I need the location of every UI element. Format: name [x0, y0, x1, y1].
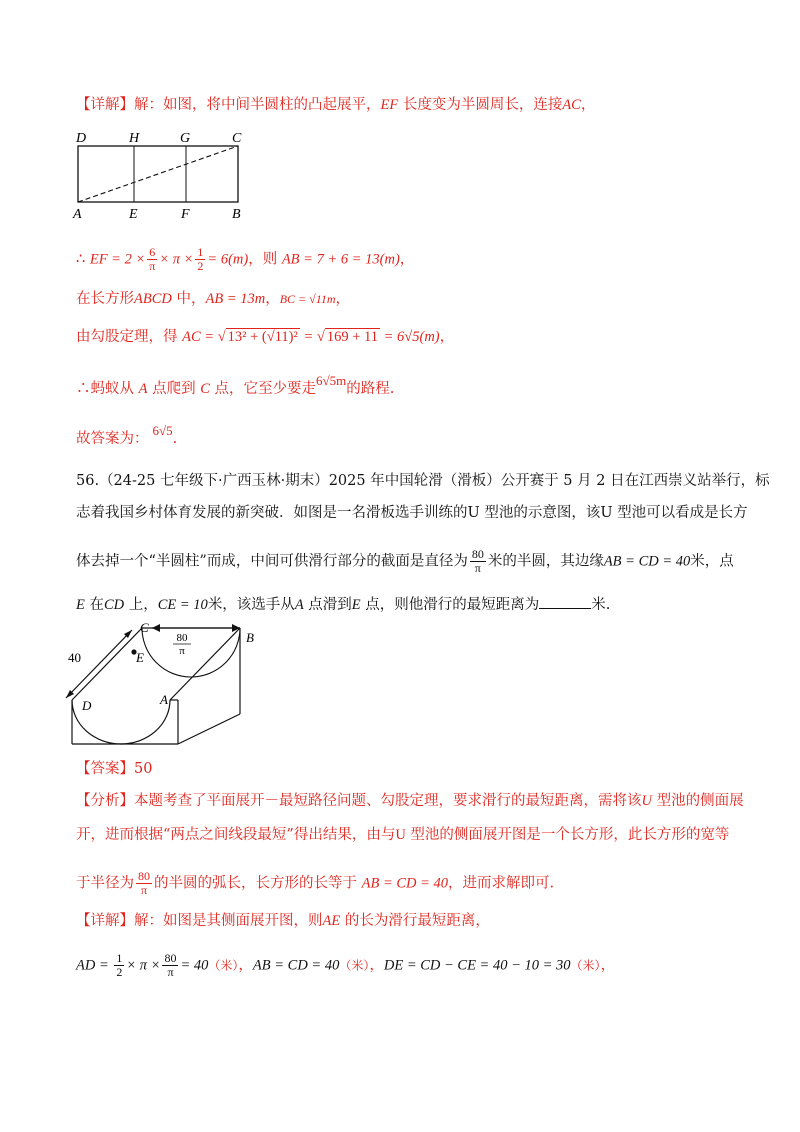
- label-a: A: [73, 207, 82, 222]
- arrowhead-right: [232, 624, 240, 632]
- question56-line1: 56.（24-25 七年级下·广西玉林·期末）2025 年中国轮滑（滑板）公开赛于 5 月 2 日在江西崇义站举行，标: [76, 473, 770, 489]
- label-d: D: [76, 131, 87, 146]
- edge-bottom-right: [178, 714, 240, 744]
- fig-label-40: 40: [68, 650, 81, 665]
- question56-line2: 志着我国乡村体育发展的新突破．如图是一名滑板选手训练的U 型池的示意图，该U 型池可以看成是长方: [76, 505, 748, 521]
- fraction-1-over-2: $\frac{1}{2}$: [197, 245, 204, 273]
- solution2-line2: AD = $\frac{1}{2}$ × π × $\frac{80}{\pi}$ = 40（米），AB = CD = 40（米），DE = CD − CE = 40 − 10 = 30（米），: [76, 951, 616, 979]
- answer-tag: 【答案】: [76, 761, 134, 777]
- label-e: E: [129, 207, 138, 222]
- radical-2: 169 + 11: [326, 329, 379, 345]
- fraction-6-over-pi: $\frac{6}{\pi}$: [149, 245, 156, 273]
- fraction-1-over-2-b: $\frac{1}{2}$: [116, 951, 123, 979]
- fig-label-c: C: [140, 620, 149, 635]
- solution1-line3: 在长方形ABCD 中，AB = 13m，BC = √11m，: [76, 291, 350, 307]
- fig-label-d: D: [82, 698, 92, 713]
- analysis-line1: 【分析】本题考查了平面展开－最短路径问题、勾股定理，要求滑行的最短距离，需将该U 型池的侧面展: [76, 793, 744, 809]
- fig-label-b: B: [246, 630, 254, 645]
- answer-blank: [539, 594, 591, 609]
- label-g: G: [180, 131, 191, 146]
- solution1-line1: 【详解】解：如图，将中间半圆柱的凸起展平，EF 长度变为半圆周长，连接AC，: [76, 97, 596, 113]
- question-number: 56.: [76, 473, 100, 489]
- analysis-tag: 【分析】: [76, 793, 134, 809]
- unfolded-rectangle-diagram: [66, 126, 256, 222]
- u-pool-figure: [60, 620, 270, 752]
- analysis-line3: 于半径为 $\frac{80}{\pi}$ 的半圆的弧长，长方形的长等于 AB = CD = 40，进而求解即可.: [76, 869, 555, 897]
- label-b: B: [232, 207, 241, 222]
- answer-line: [76, 758, 152, 780]
- answer-value: 50: [134, 761, 153, 777]
- label-h: H: [129, 131, 140, 146]
- question56-line3: 体去掉一个“半圆柱”而成，中间可供滑行部分的截面是直径为 $\frac{80}{\pi}$ 米的半圆，其边缘AB = CD = 40米，点: [76, 547, 734, 575]
- solution1-line6: 故答案为：6√5.: [76, 423, 178, 447]
- question56-line4: E 在CD 上，CE = 10米，该选手从A 点滑到E 点，则他滑行的最短距离为 米.: [76, 594, 610, 616]
- solution1-line2: ∴ EF = 2 × $\frac{6}{\pi}$ × π × $\frac{1}{2}$ = 6(m)，则 AB = 7 + 6 = 13(m)，: [76, 245, 415, 273]
- fig-label-e: E: [136, 650, 144, 665]
- back-arc: [142, 628, 240, 677]
- label-c: C: [232, 131, 242, 146]
- fraction-80-over-pi-3: $\frac{80}{\pi}$: [164, 951, 177, 979]
- radical-1: 13² + (√11)²: [227, 329, 298, 345]
- detail-tag-2: 【详解】: [76, 913, 134, 929]
- arrowhead-left: [152, 624, 160, 632]
- label-f: F: [181, 207, 190, 222]
- edge-cd: [72, 628, 142, 700]
- detail-tag: 【详解】: [76, 97, 134, 113]
- solution1-line5: ∴蚂蚁从 A 点爬到 C 点，它至少要走6√5m的路程.: [76, 373, 395, 397]
- solution2-line1: 【详解】解：如图是其侧面展开图，则AE 的长为滑行最短距离，: [76, 913, 490, 929]
- solution1-line4: 由勾股定理，得 AC = √ 13² + (√11)² = √ 169 + 11 = 6√5(m)，: [76, 329, 455, 345]
- fig-label-pi: π: [179, 645, 185, 657]
- fig-label-a: A: [160, 692, 168, 707]
- diagonal-ac: [78, 146, 238, 202]
- fig-label-80: 80: [176, 632, 188, 644]
- fraction-80-over-pi: $\frac{80}{\pi}$: [471, 547, 484, 575]
- analysis-line2: 开，进而根据“两点之间线段最短”得出结果，由与U 型池的侧面展开图是一个长方形，此长方形的宽等: [76, 827, 730, 843]
- fraction-80-over-pi-2: $\frac{80}{\pi}$: [138, 869, 150, 897]
